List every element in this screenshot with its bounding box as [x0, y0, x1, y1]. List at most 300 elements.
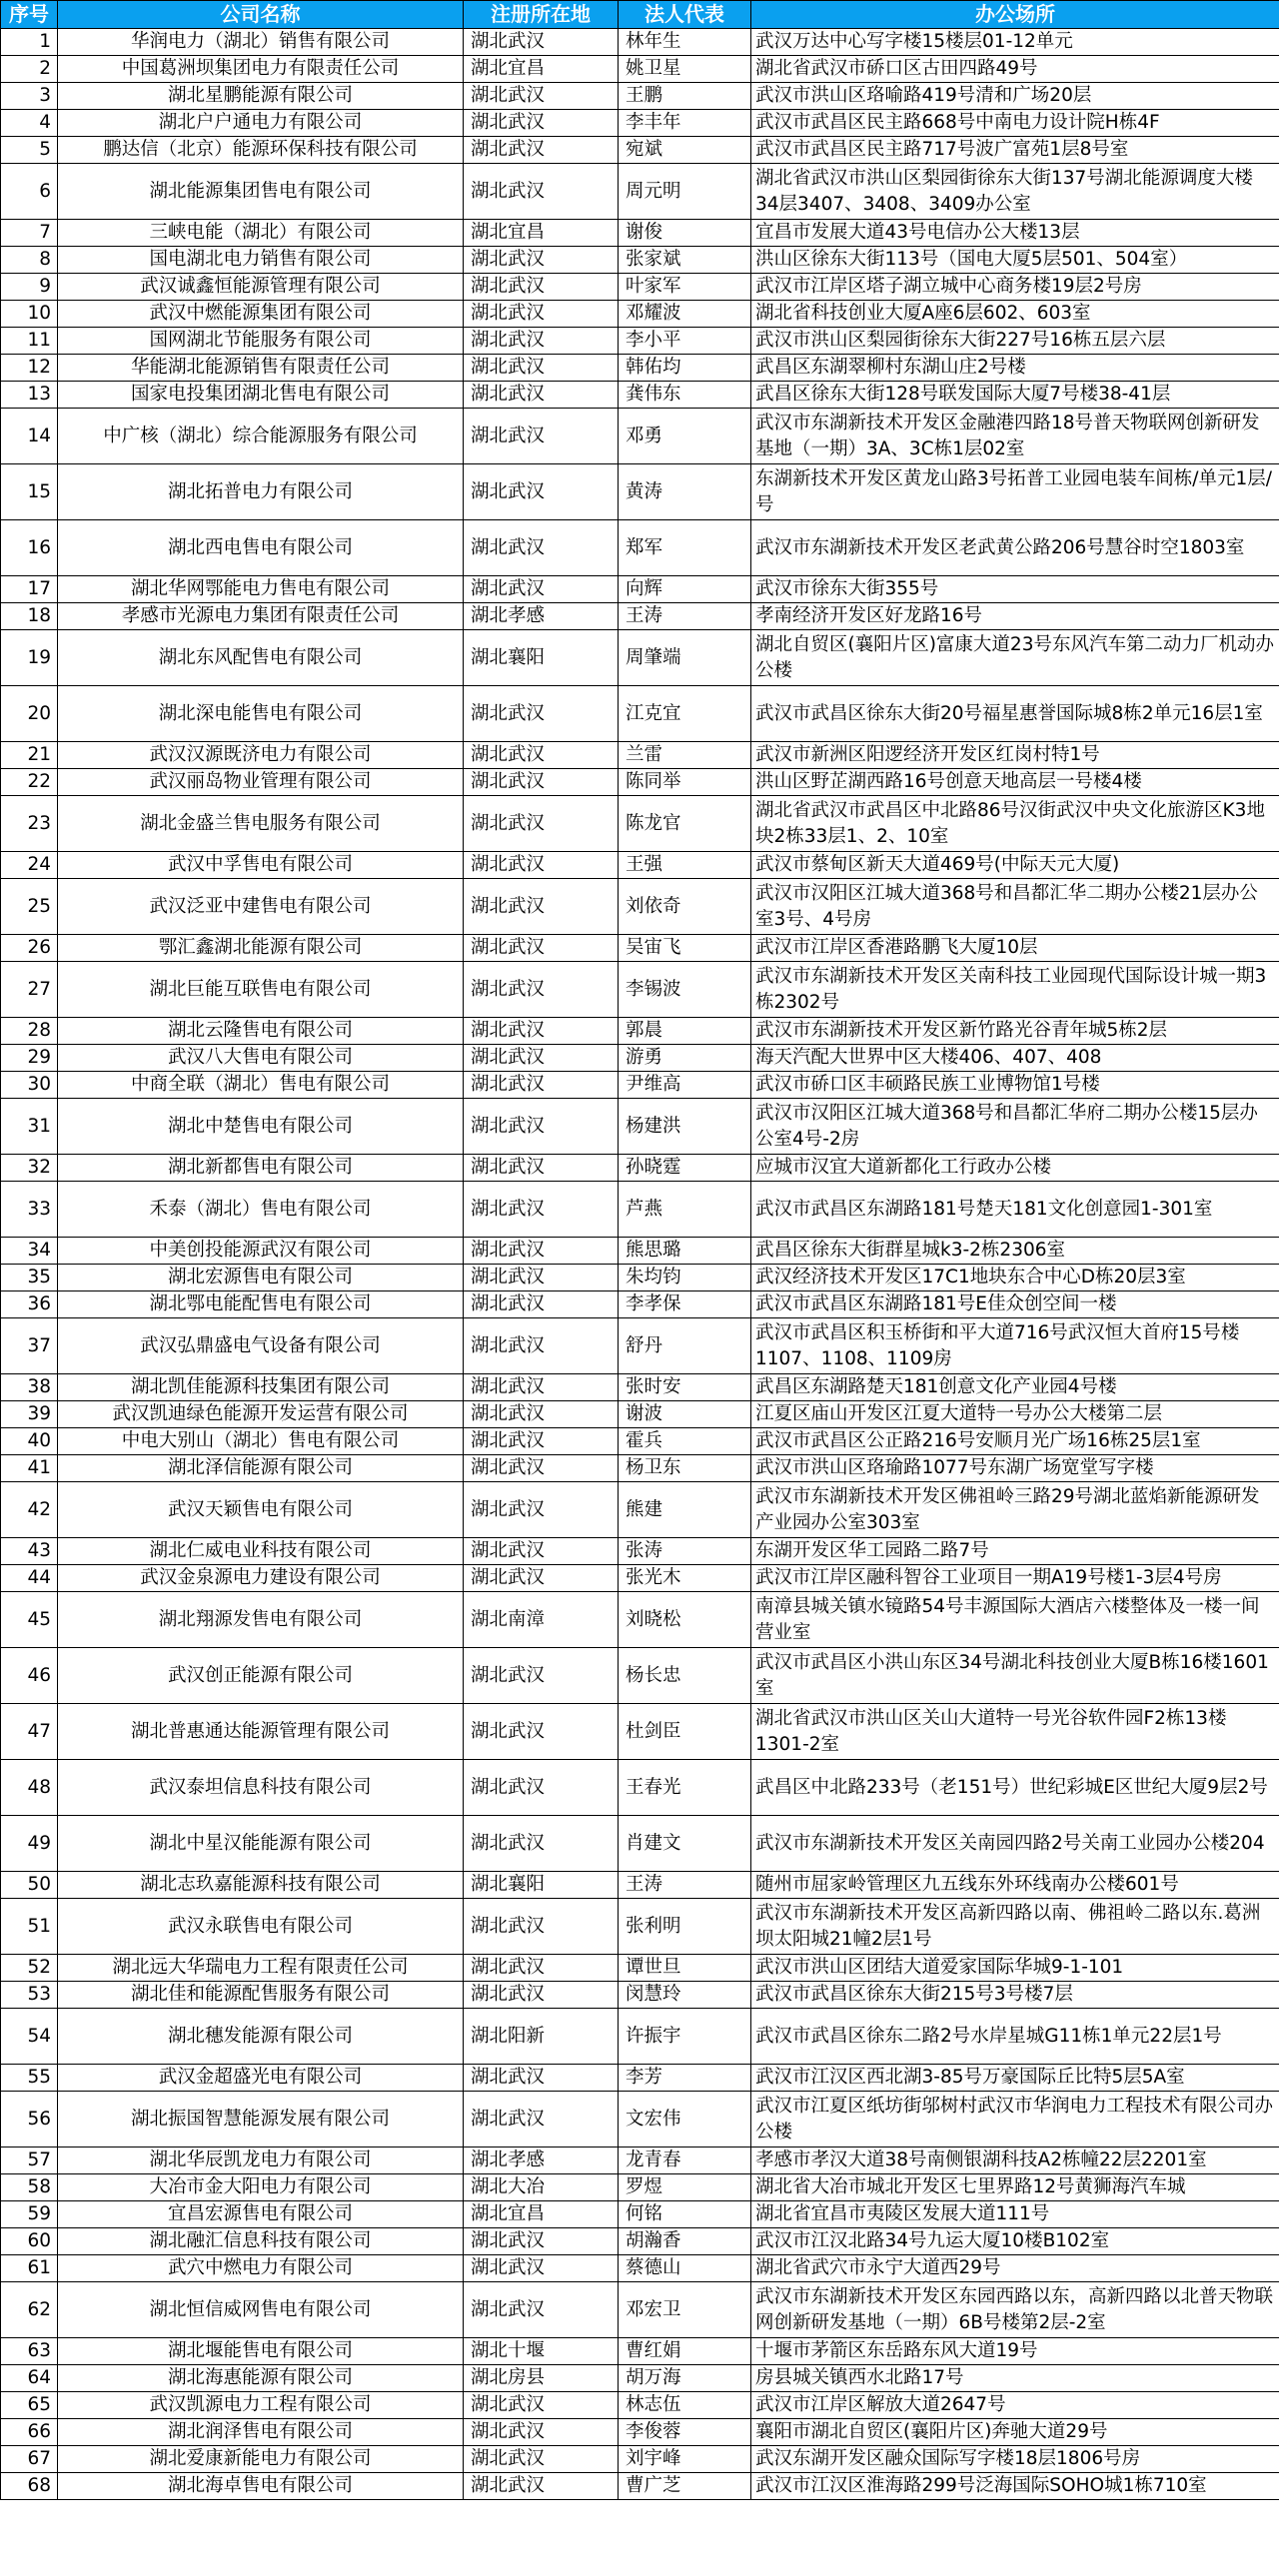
legal-representative: 向辉: [619, 576, 751, 603]
legal-representative: 韩佑均: [619, 355, 751, 382]
company-name: 湖北新都售电有限公司: [58, 1155, 464, 1182]
office-address: 武汉市东湖新技术开发区高新四路以南、佛祖岭二路以东.葛洲坝太阳城21幢2层1号: [751, 1899, 1279, 1955]
legal-representative: 胡瀚香: [619, 2228, 751, 2255]
registration-location: 湖北武汉: [464, 2282, 619, 2338]
office-address: 海天汽配大世界中区大楼406、407、408: [751, 1045, 1279, 1072]
company-name: 武汉凯迪绿色能源开发运营有限公司: [58, 1401, 464, 1428]
office-address: 武汉市江岸区融科智谷工业项目一期A19号楼1-3层4号房: [751, 1565, 1279, 1592]
row-index: 26: [1, 935, 58, 962]
company-name: 湖北东风配售电有限公司: [58, 630, 464, 686]
row-index: 1: [1, 29, 58, 56]
registration-location: 湖北武汉: [464, 1045, 619, 1072]
row-index: 18: [1, 603, 58, 630]
registration-location: 湖北武汉: [464, 1565, 619, 1592]
row-index: 4: [1, 110, 58, 137]
row-index: 58: [1, 2174, 58, 2201]
company-name: 湖北仁威电业科技有限公司: [58, 1538, 464, 1565]
office-address: 随州市屈家岭管理区九五线东外环线南办公楼601号: [751, 1872, 1279, 1899]
office-address: 湖北省武穴市永宁大道西29号: [751, 2255, 1279, 2282]
row-index: 59: [1, 2201, 58, 2228]
company-name: 湖北恒信威网售电有限公司: [58, 2282, 464, 2338]
company-name: 武汉中孚售电有限公司: [58, 852, 464, 879]
row-index: 37: [1, 1318, 58, 1374]
legal-representative: 李锡波: [619, 962, 751, 1018]
registration-location: 湖北南漳: [464, 1592, 619, 1648]
company-name: 湖北华网鄂能电力售电有限公司: [58, 576, 464, 603]
office-address: 武汉市硚口区丰硕路民族工业博物馆1号楼: [751, 1072, 1279, 1099]
legal-representative: 胡万海: [619, 2365, 751, 2392]
legal-representative: 舒丹: [619, 1318, 751, 1374]
company-name: 湖北海卓售电有限公司: [58, 2473, 464, 2500]
office-address: 应城市汉宜大道新都化工行政办公楼: [751, 1155, 1279, 1182]
table-row: [1, 2147, 1279, 2174]
office-address: 武汉东湖开发区融众国际写字楼18层1806号房: [751, 2446, 1279, 2473]
table-row: [1, 409, 1279, 464]
table-row: [1, 2174, 1279, 2201]
office-address: 武汉市东湖新技术开发区关南科技工业园现代国际设计城一期3栋2302号: [751, 962, 1279, 1018]
row-index: 33: [1, 1182, 58, 1238]
legal-representative: 林年生: [619, 29, 751, 56]
office-address: 湖北省武汉市洪山区关山大道特一号光谷软件园F2栋13楼1301-2室: [751, 1704, 1279, 1760]
registration-location: 湖北武汉: [464, 879, 619, 935]
office-address: 武汉市新洲区阳逻经济开发区红岗村特1号: [751, 742, 1279, 769]
row-index: 27: [1, 962, 58, 1018]
table-row: [1, 1155, 1279, 1182]
table-row: [1, 1899, 1279, 1955]
row-index: 65: [1, 2392, 58, 2419]
company-name: 武汉弘鼎盛电气设备有限公司: [58, 1318, 464, 1374]
registration-location: 湖北武汉: [464, 409, 619, 464]
legal-representative: 周肇端: [619, 630, 751, 686]
row-index: 31: [1, 1099, 58, 1155]
registration-location: 湖北武汉: [464, 355, 619, 382]
table-row: [1, 1099, 1279, 1155]
legal-representative: 姚卫星: [619, 56, 751, 83]
row-index: 38: [1, 1374, 58, 1401]
table-row: [1, 328, 1279, 355]
table-row: [1, 355, 1279, 382]
registration-location: 湖北武汉: [464, 742, 619, 769]
row-index: 13: [1, 382, 58, 409]
registration-location: 湖北武汉: [464, 2419, 619, 2446]
row-index: 68: [1, 2473, 58, 2500]
row-index: 30: [1, 1072, 58, 1099]
row-index: 10: [1, 301, 58, 328]
table-row: [1, 1318, 1279, 1374]
office-address: 武汉市汉阳区江城大道368号和昌都汇华府二期办公楼15层办公室4号-2房: [751, 1099, 1279, 1155]
legal-representative: 吴宙飞: [619, 935, 751, 962]
table-row: [1, 1182, 1279, 1238]
registration-location: 湖北武汉: [464, 1899, 619, 1955]
legal-representative: 曹红娟: [619, 2338, 751, 2365]
row-index: 19: [1, 630, 58, 686]
registration-location: 湖北武汉: [464, 1018, 619, 1045]
row-index: 35: [1, 1265, 58, 1291]
company-name: 湖北佳和能源配售服务有限公司: [58, 1982, 464, 2009]
table-row: [1, 1955, 1279, 1982]
registration-location: 湖北武汉: [464, 1238, 619, 1265]
table-row: [1, 2228, 1279, 2255]
company-name: 湖北中楚售电有限公司: [58, 1099, 464, 1155]
office-address: 武汉市洪山区珞喻路419号清和广场20层: [751, 83, 1279, 110]
company-name: 湖北拓普电力有限公司: [58, 464, 464, 520]
office-address: 武汉市武昌区东湖路181号楚天181文化创意园1-301室: [751, 1182, 1279, 1238]
legal-representative: 朱均钧: [619, 1265, 751, 1291]
office-address: 湖北省武汉市武昌区中北路86号汉街武汉中央文化旅游区K3地块2栋33层1、2、10室: [751, 796, 1279, 852]
registration-location: 湖北十堰: [464, 2338, 619, 2365]
registration-location: 湖北武汉: [464, 274, 619, 301]
table-row: [1, 137, 1279, 164]
office-address: 武昌区东湖翠柳村东湖山庄2号楼: [751, 355, 1279, 382]
legal-representative: 龙青春: [619, 2147, 751, 2174]
company-name: 武汉汉源既济电力有限公司: [58, 742, 464, 769]
table-row: [1, 935, 1279, 962]
row-index: 39: [1, 1401, 58, 1428]
registration-location: 湖北武汉: [464, 2092, 619, 2147]
table-row: [1, 603, 1279, 630]
company-name: 湖北振国智慧能源发展有限公司: [58, 2092, 464, 2147]
row-index: 63: [1, 2338, 58, 2365]
company-name: 湖北星鹏能源有限公司: [58, 83, 464, 110]
legal-representative: 周元明: [619, 164, 751, 220]
row-index: 28: [1, 1018, 58, 1045]
office-address: 武汉市江岸区塔子湖立城中心商务楼19层2号房: [751, 274, 1279, 301]
company-name: 武汉凯源电力工程有限公司: [58, 2392, 464, 2419]
company-name: 中电大别山（湖北）售电有限公司: [58, 1428, 464, 1455]
row-index: 41: [1, 1455, 58, 1482]
table-row: [1, 1428, 1279, 1455]
table-row: [1, 1018, 1279, 1045]
registration-location: 湖北武汉: [464, 2065, 619, 2092]
table-row: [1, 2392, 1279, 2419]
company-name: 武穴中燃电力有限公司: [58, 2255, 464, 2282]
registration-location: 湖北大冶: [464, 2174, 619, 2201]
company-name: 湖北堰能售电有限公司: [58, 2338, 464, 2365]
registration-location: 湖北武汉: [464, 1455, 619, 1482]
registration-location: 湖北武汉: [464, 1099, 619, 1155]
table-row: [1, 2338, 1279, 2365]
registration-location: 湖北武汉: [464, 2473, 619, 2500]
row-index: 46: [1, 1648, 58, 1704]
registration-location: 湖北武汉: [464, 164, 619, 220]
header-office-address: 办公场所: [751, 1, 1279, 29]
legal-representative: 肖建文: [619, 1816, 751, 1872]
legal-representative: 熊建: [619, 1482, 751, 1538]
table-row: [1, 2201, 1279, 2228]
table-row: [1, 382, 1279, 409]
company-name: 湖北普惠通达能源管理有限公司: [58, 1704, 464, 1760]
company-name: 湖北鄂电能配售电有限公司: [58, 1291, 464, 1318]
legal-representative: 张家斌: [619, 247, 751, 274]
row-index: 60: [1, 2228, 58, 2255]
company-name: 中广核（湖北）综合能源服务有限公司: [58, 409, 464, 464]
registration-location: 湖北房县: [464, 2365, 619, 2392]
office-address: 东湖开发区华工园路二路7号: [751, 1538, 1279, 1565]
office-address: 武昌区徐东大街群星城k3-2栋2306室: [751, 1238, 1279, 1265]
office-address: 武汉市东湖新技术开发区新竹路光谷青年城5栋2层: [751, 1018, 1279, 1045]
registration-location: 湖北宜昌: [464, 220, 619, 247]
table-header-row: [1, 1, 1279, 29]
office-address: 武汉市武昌区民主路668号中南电力设计院H栋4F: [751, 110, 1279, 137]
legal-representative: 郑军: [619, 520, 751, 576]
registration-location: 湖北武汉: [464, 1291, 619, 1318]
registration-location: 湖北武汉: [464, 1401, 619, 1428]
legal-representative: 文宏伟: [619, 2092, 751, 2147]
company-name: 武汉永联售电有限公司: [58, 1899, 464, 1955]
table-row: [1, 301, 1279, 328]
registration-location: 湖北武汉: [464, 29, 619, 56]
table-row: [1, 796, 1279, 852]
office-address: 武汉经济技术开发区17C1地块东合中心D栋20层3室: [751, 1265, 1279, 1291]
table-row: [1, 576, 1279, 603]
registration-location: 湖北武汉: [464, 769, 619, 796]
office-address: 武昌区中北路233号（老151号）世纪彩城E区世纪大厦9层2号: [751, 1760, 1279, 1816]
table-row: [1, 686, 1279, 742]
row-index: 16: [1, 520, 58, 576]
legal-representative: 熊思璐: [619, 1238, 751, 1265]
registration-location: 湖北武汉: [464, 576, 619, 603]
legal-representative: 王涛: [619, 1872, 751, 1899]
legal-representative: 王涛: [619, 603, 751, 630]
office-address: 武汉市江夏区纸坊街邬树村武汉市华润电力工程技术有限公司办公楼: [751, 2092, 1279, 2147]
office-address: 武汉市徐东大街355号: [751, 576, 1279, 603]
legal-representative: 邓宏卫: [619, 2282, 751, 2338]
row-index: 14: [1, 409, 58, 464]
row-index: 56: [1, 2092, 58, 2147]
header-index: 序号: [1, 1, 58, 29]
company-name: 湖北海惠能源有限公司: [58, 2365, 464, 2392]
table-row: [1, 1072, 1279, 1099]
table-row: [1, 2282, 1279, 2338]
row-index: 12: [1, 355, 58, 382]
office-address: 武汉市洪山区珞瑜路1077号东湖广场宽堂写字楼: [751, 1455, 1279, 1482]
company-name: 禾泰（湖北）售电有限公司: [58, 1182, 464, 1238]
company-name: 湖北金盛兰售电服务有限公司: [58, 796, 464, 852]
company-name: 中国葛洲坝集团电力有限责任公司: [58, 56, 464, 83]
row-index: 62: [1, 2282, 58, 2338]
company-name: 三峡电能（湖北）有限公司: [58, 220, 464, 247]
row-index: 17: [1, 576, 58, 603]
table-row: [1, 1872, 1279, 1899]
office-address: 武汉市蔡甸区新天大道469号(中际天元大厦): [751, 852, 1279, 879]
office-address: 洪山区野芷湖西路16号创意天地高层一号楼4楼: [751, 769, 1279, 796]
registration-location: 湖北武汉: [464, 852, 619, 879]
table-row: [1, 2419, 1279, 2446]
legal-representative: 李小平: [619, 328, 751, 355]
row-index: 53: [1, 1982, 58, 2009]
office-address: 武昌区徐东大街128号联发国际大厦7号楼38-41层: [751, 382, 1279, 409]
legal-representative: 杜剑臣: [619, 1704, 751, 1760]
legal-representative: 郭晨: [619, 1018, 751, 1045]
office-address: 湖北省武汉市硚口区古田四路49号: [751, 56, 1279, 83]
company-name: 湖北深电能售电有限公司: [58, 686, 464, 742]
company-name: 湖北润泽售电有限公司: [58, 2419, 464, 2446]
legal-representative: 何铭: [619, 2201, 751, 2228]
table-row: [1, 630, 1279, 686]
row-index: 64: [1, 2365, 58, 2392]
registration-location: 湖北武汉: [464, 1982, 619, 2009]
office-address: 湖北省大冶市城北开发区七里界路12号黄狮海汽车城: [751, 2174, 1279, 2201]
row-index: 15: [1, 464, 58, 520]
office-address: 房县城关镇西水北路17号: [751, 2365, 1279, 2392]
legal-representative: 罗煜: [619, 2174, 751, 2201]
registration-location: 湖北武汉: [464, 1816, 619, 1872]
registration-location: 湖北武汉: [464, 1374, 619, 1401]
office-address: 武汉市江汉区西北湖3-85号万豪国际丘比特5层5A室: [751, 2065, 1279, 2092]
legal-representative: 兰雷: [619, 742, 751, 769]
legal-representative: 邓耀波: [619, 301, 751, 328]
office-address: 武汉市江岸区解放大道2647号: [751, 2392, 1279, 2419]
table-row: [1, 852, 1279, 879]
company-name: 湖北巨能互联售电有限公司: [58, 962, 464, 1018]
legal-representative: 孙晓霆: [619, 1155, 751, 1182]
table-row: [1, 1482, 1279, 1538]
row-index: 20: [1, 686, 58, 742]
legal-representative: 杨卫东: [619, 1455, 751, 1482]
row-index: 24: [1, 852, 58, 879]
row-index: 55: [1, 2065, 58, 2092]
table-row: [1, 1455, 1279, 1482]
legal-representative: 刘宇峰: [619, 2446, 751, 2473]
legal-representative: 刘依奇: [619, 879, 751, 935]
registration-location: 湖北武汉: [464, 2446, 619, 2473]
row-index: 2: [1, 56, 58, 83]
row-index: 50: [1, 1872, 58, 1899]
registration-location: 湖北武汉: [464, 137, 619, 164]
legal-representative: 张利明: [619, 1899, 751, 1955]
registration-location: 湖北武汉: [464, 1428, 619, 1455]
company-name: 武汉诚鑫恒能源管理有限公司: [58, 274, 464, 301]
office-address: 湖北省科技创业大厦A座6层602、603室: [751, 301, 1279, 328]
row-index: 29: [1, 1045, 58, 1072]
office-address: 武昌区东湖路楚天181创意文化产业园4号楼: [751, 1374, 1279, 1401]
table-row: [1, 1265, 1279, 1291]
legal-representative: 黄涛: [619, 464, 751, 520]
legal-representative: 龚伟东: [619, 382, 751, 409]
office-address: 武汉市东湖新技术开发区佛祖岭三路29号湖北蓝焰新能源研发产业园办公室303室: [751, 1482, 1279, 1538]
company-name: 湖北穗发能源有限公司: [58, 2009, 464, 2065]
registration-location: 湖北武汉: [464, 686, 619, 742]
company-name: 鄂汇鑫湖北能源有限公司: [58, 935, 464, 962]
company-name: 武汉丽岛物业管理有限公司: [58, 769, 464, 796]
row-index: 42: [1, 1482, 58, 1538]
company-name: 武汉泛亚中建售电有限公司: [58, 879, 464, 935]
table-row: [1, 1982, 1279, 2009]
registration-location: 湖北武汉: [464, 328, 619, 355]
office-address: 湖北省武汉市洪山区梨园街徐东大街137号湖北能源调度大楼34层3407、3408、3409办公室: [751, 164, 1279, 220]
table-row: [1, 164, 1279, 220]
legal-representative: 李俊蓉: [619, 2419, 751, 2446]
legal-representative: 王春光: [619, 1760, 751, 1816]
registration-location: 湖北孝感: [464, 603, 619, 630]
registration-location: 湖北武汉: [464, 464, 619, 520]
registration-location: 湖北阳新: [464, 2009, 619, 2065]
legal-representative: 林志伍: [619, 2392, 751, 2419]
office-address: 武汉市武昌区积玉桥街和平大道716号武汉恒大首府15号楼1107、1108、1109房: [751, 1318, 1279, 1374]
legal-representative: 陈同举: [619, 769, 751, 796]
table-row: [1, 274, 1279, 301]
table-row: [1, 1538, 1279, 1565]
legal-representative: 张光木: [619, 1565, 751, 1592]
office-address: 江夏区庙山开发区江夏大道特一号办公大楼第二层: [751, 1401, 1279, 1428]
row-index: 45: [1, 1592, 58, 1648]
office-address: 武汉市汉阳区江城大道368号和昌都汇华二期办公楼21层办公室3号、4号房: [751, 879, 1279, 935]
office-address: 宜昌市发展大道43号电信办公大楼13层: [751, 220, 1279, 247]
legal-representative: 刘晓松: [619, 1592, 751, 1648]
company-name: 华润电力（湖北）销售有限公司: [58, 29, 464, 56]
company-name: 湖北志玖嘉能源科技有限公司: [58, 1872, 464, 1899]
row-index: 52: [1, 1955, 58, 1982]
table-row: [1, 247, 1279, 274]
table-row: [1, 110, 1279, 137]
legal-representative: 江克宜: [619, 686, 751, 742]
legal-representative: 杨长忠: [619, 1648, 751, 1704]
legal-representative: 闵慧玲: [619, 1982, 751, 2009]
row-index: 48: [1, 1760, 58, 1816]
table-row: [1, 1565, 1279, 1592]
header-registration-location: 注册所在地: [464, 1, 619, 29]
legal-representative: 邓勇: [619, 409, 751, 464]
registration-location: 湖北武汉: [464, 796, 619, 852]
table-row: [1, 520, 1279, 576]
company-name: 湖北华辰凯龙电力有限公司: [58, 2147, 464, 2174]
registration-location: 湖北武汉: [464, 247, 619, 274]
legal-representative: 蔡德山: [619, 2255, 751, 2282]
legal-representative: 宛斌: [619, 137, 751, 164]
office-address: 武汉市武昌区徐东大街20号福星惠誉国际城8栋2单元16层1室: [751, 686, 1279, 742]
legal-representative: 谢波: [619, 1401, 751, 1428]
registration-location: 湖北武汉: [464, 1318, 619, 1374]
registration-location: 湖北武汉: [464, 1072, 619, 1099]
registration-location: 湖北孝感: [464, 2147, 619, 2174]
registration-location: 湖北武汉: [464, 1648, 619, 1704]
company-name: 中商全联（湖北）售电有限公司: [58, 1072, 464, 1099]
company-name: 武汉泰坦信息科技有限公司: [58, 1760, 464, 1816]
office-address: 武汉市江汉北路34号九运大厦10楼B102室: [751, 2228, 1279, 2255]
legal-representative: 王强: [619, 852, 751, 879]
company-name: 国网湖北节能服务有限公司: [58, 328, 464, 355]
table-row: [1, 2473, 1279, 2500]
table-row: [1, 2255, 1279, 2282]
row-index: 51: [1, 1899, 58, 1955]
row-index: 3: [1, 83, 58, 110]
office-address: 武汉市武昌区东湖路181号E佳众创空间一楼: [751, 1291, 1279, 1318]
registration-location: 湖北武汉: [464, 1704, 619, 1760]
office-address: 武汉市洪山区梨园街徐东大街227号16栋五层六层: [751, 328, 1279, 355]
company-name: 湖北能源集团售电有限公司: [58, 164, 464, 220]
row-index: 44: [1, 1565, 58, 1592]
legal-representative: 叶家军: [619, 274, 751, 301]
registration-location: 湖北宜昌: [464, 56, 619, 83]
office-address: 武汉市武昌区小洪山东区34号湖北科技创业大厦B栋16楼1601室: [751, 1648, 1279, 1704]
registration-location: 湖北武汉: [464, 520, 619, 576]
table-row: [1, 2092, 1279, 2147]
header-legal-representative: 法人代表: [619, 1, 751, 29]
company-name: 孝感市光源电力集团有限责任公司: [58, 603, 464, 630]
registration-location: 湖北武汉: [464, 382, 619, 409]
legal-representative: 王鹏: [619, 83, 751, 110]
office-address: 武汉市东湖新技术开发区关南园四路2号关南工业园办公楼204: [751, 1816, 1279, 1872]
office-address: 洪山区徐东大街113号（国电大厦5层501、504室）: [751, 247, 1279, 274]
registration-location: 湖北襄阳: [464, 630, 619, 686]
row-index: 54: [1, 2009, 58, 2065]
row-index: 6: [1, 164, 58, 220]
legal-representative: 霍兵: [619, 1428, 751, 1455]
office-address: 湖北自贸区(襄阳片区)富康大道23号东风汽车第二动力厂机动办公楼: [751, 630, 1279, 686]
table-row: [1, 1401, 1279, 1428]
registration-location: 湖北武汉: [464, 1538, 619, 1565]
table-row: [1, 2009, 1279, 2065]
